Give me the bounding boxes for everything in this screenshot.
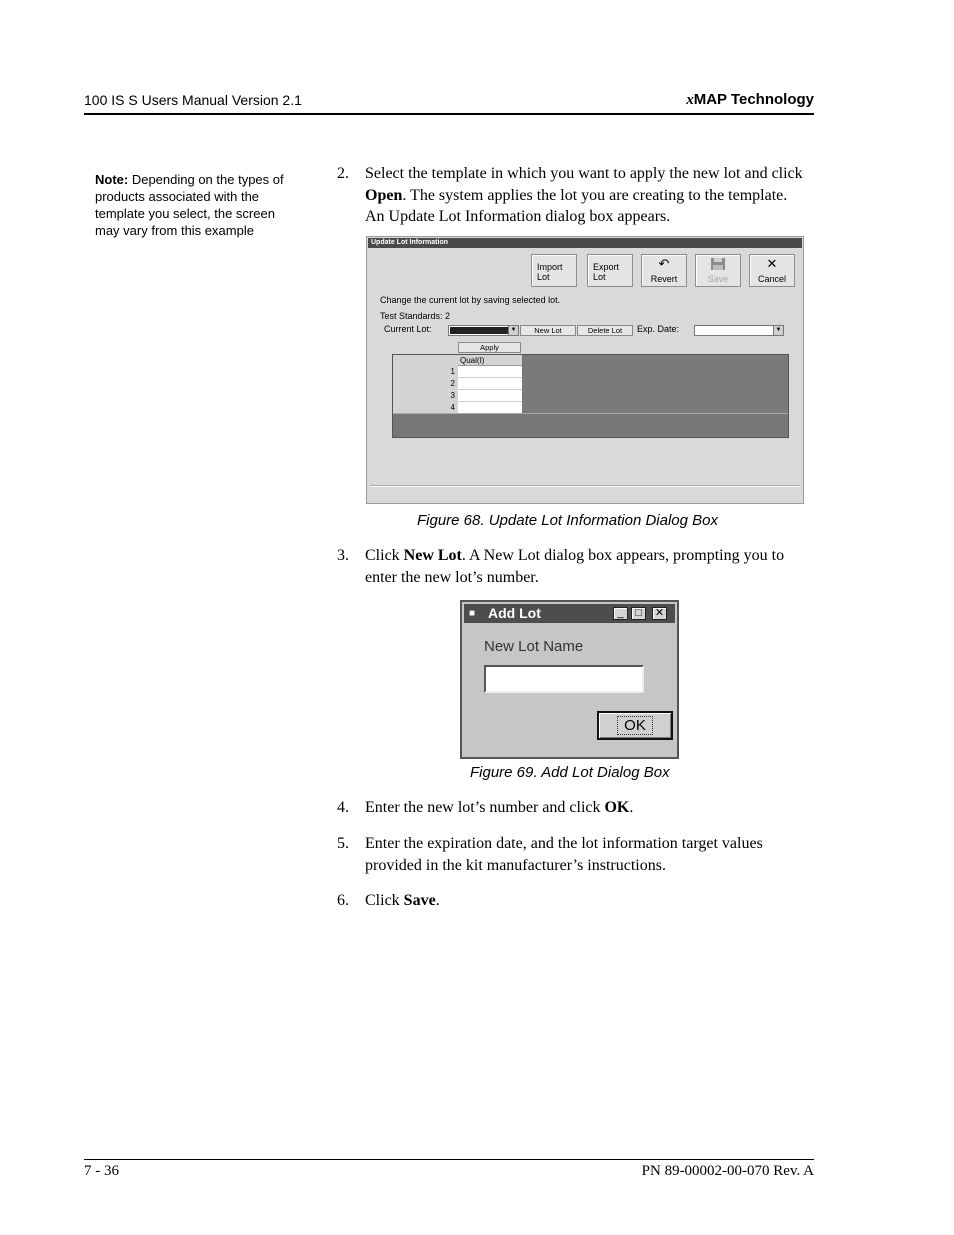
- figure-68-caption: Figure 68. Update Lot Information Dialog Box: [417, 512, 719, 529]
- part-number: PN 89-00002-00-070 Rev. A: [641, 1163, 814, 1179]
- new-lot-button[interactable]: New Lot: [520, 325, 576, 336]
- row-number: 1: [450, 367, 455, 376]
- maximize-button[interactable]: □: [631, 607, 646, 620]
- step-3: [337, 545, 807, 588]
- footer-rule: [84, 1159, 814, 1160]
- manual-title: 100 IS S Users Manual Version 2.1: [84, 92, 302, 108]
- step-4: [337, 797, 807, 819]
- brand-title: [686, 91, 814, 109]
- current-lot-select[interactable]: [448, 325, 519, 336]
- instruction-text: Change the current lot by saving selected lot.: [380, 295, 561, 305]
- revert-button[interactable]: [641, 254, 687, 287]
- test-standards-label: Test Standards: 2: [380, 311, 451, 321]
- ok-label: OK: [617, 716, 653, 735]
- button-label: Lot: [593, 272, 606, 282]
- button-label: Cancel: [757, 274, 786, 284]
- lot-grid: [392, 354, 789, 438]
- add-lot-dialog: [460, 600, 679, 759]
- step-keyword: Save: [403, 892, 436, 909]
- new-lot-name-label: New Lot Name: [484, 638, 584, 655]
- current-lot-label: Current Lot:: [384, 324, 432, 334]
- close-icon: ✕: [766, 256, 778, 271]
- brand-prefix: x: [686, 92, 694, 108]
- minimize-button[interactable]: _: [613, 607, 628, 620]
- header-rule: [84, 113, 814, 115]
- row-number: 3: [450, 391, 455, 400]
- step-keyword: Open: [365, 186, 403, 204]
- status-divider: [370, 485, 800, 487]
- export-lot-button[interactable]: [587, 254, 633, 287]
- step-number: 5.: [337, 835, 349, 852]
- button-label: Revert: [650, 274, 678, 284]
- ok-button[interactable]: [597, 711, 673, 740]
- column-header: Qual(I): [458, 355, 522, 366]
- step-number: 4.: [337, 799, 349, 816]
- grid-cell[interactable]: [458, 378, 522, 390]
- step-text: Click: [365, 892, 404, 909]
- dialog-title: Add Lot: [488, 605, 541, 621]
- exp-date-label: Exp. Date:: [637, 324, 680, 334]
- step-2: [337, 163, 807, 228]
- note-label: Note:: [95, 172, 129, 187]
- step-6: [337, 890, 807, 912]
- floppy-disk-icon: [696, 257, 740, 274]
- chevron-down-icon[interactable]: ▼: [508, 326, 518, 335]
- button-label: Export: [593, 262, 620, 272]
- row-header-column: [393, 355, 459, 413]
- row-number: 2: [450, 379, 455, 388]
- update-lot-dialog: [366, 236, 804, 504]
- brand-rest: MAP Technology: [693, 91, 814, 108]
- chevron-down-icon[interactable]: ▼: [773, 326, 783, 335]
- close-button[interactable]: ✕: [652, 607, 667, 620]
- button-label: Save: [707, 274, 729, 284]
- exp-date-select[interactable]: [694, 325, 784, 336]
- step-5: [337, 833, 807, 876]
- window-icon: ■: [469, 608, 476, 619]
- step-keyword: OK: [604, 799, 630, 816]
- step-text: Enter the new lot’s number and click: [365, 799, 605, 816]
- button-label: Lot: [537, 272, 550, 282]
- qual-column: [458, 355, 523, 413]
- step-keyword: New Lot: [403, 547, 462, 564]
- button-label: Import: [537, 262, 563, 272]
- import-lot-button[interactable]: [531, 254, 577, 287]
- step-text: Click: [365, 547, 404, 564]
- step-number: 2.: [337, 165, 349, 182]
- step-number: 3.: [337, 547, 349, 564]
- apply-button[interactable]: Apply: [458, 342, 521, 353]
- grid-footer: [393, 414, 788, 437]
- step-text: Enter the expiration date, and the lot information target values provided in the kit manufacturer’s instructions.: [365, 835, 763, 874]
- title-bar: [464, 604, 675, 623]
- delete-lot-button[interactable]: Delete Lot: [577, 325, 633, 336]
- save-button[interactable]: [695, 254, 741, 287]
- dialog-title: Update Lot Information: [368, 238, 802, 248]
- step-text: .: [629, 799, 634, 816]
- new-lot-name-input[interactable]: [484, 665, 644, 693]
- step-number: 6.: [337, 892, 349, 909]
- margin-note: [95, 171, 295, 239]
- step-text: .: [435, 892, 440, 909]
- figure-69-caption: Figure 69. Add Lot Dialog Box: [470, 764, 670, 781]
- undo-icon: ↶: [658, 256, 670, 271]
- selected-lot-value: [450, 327, 508, 334]
- row-number: 4: [450, 403, 455, 412]
- step-text: . A New Lot dialog box appears, prompting you to enter the new lot’s number.: [365, 547, 785, 586]
- step-text: Select the template in which you want to apply the new lot and click: [365, 165, 803, 182]
- note-text: Depending on the types of products associated with the template you select, the screen may vary from this example: [95, 172, 284, 238]
- step-text: . The system applies the lot you are creating to the template. An Update Lot Information dialog box appears.: [365, 186, 788, 225]
- page-number: 7 - 36: [84, 1163, 119, 1179]
- cancel-button[interactable]: [749, 254, 795, 287]
- grid-cell[interactable]: [458, 366, 522, 378]
- grid-cell[interactable]: [458, 390, 522, 402]
